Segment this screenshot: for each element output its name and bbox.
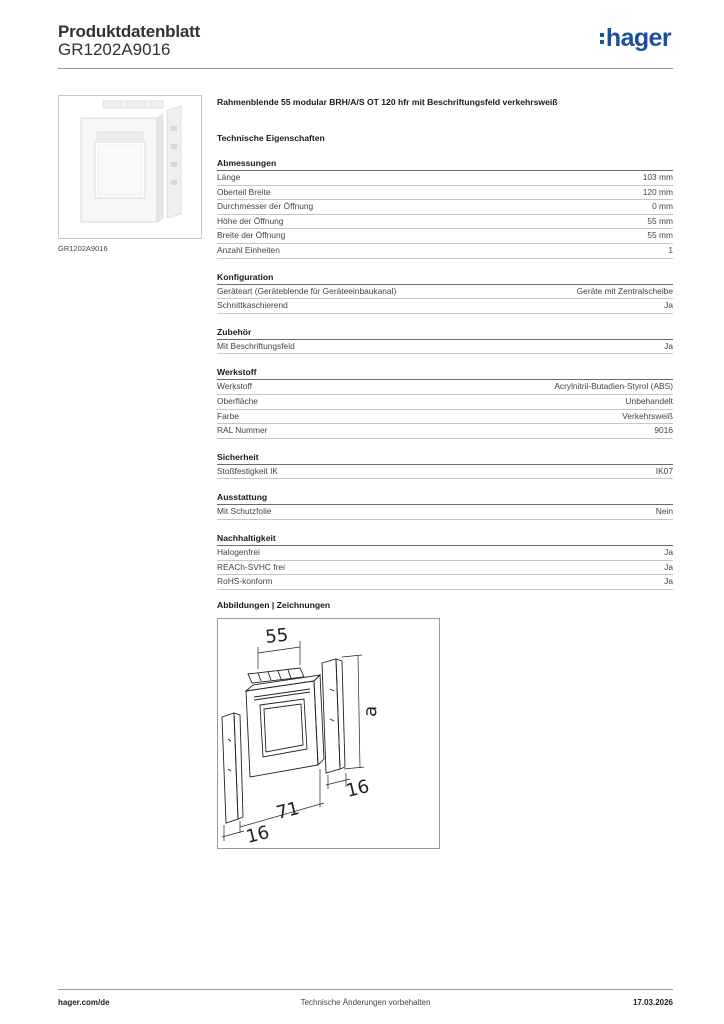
property-row: [217, 171, 673, 186]
product-name: Rahmenblende 55 modular BRH/A/S OT 120 hfr mit Beschriftungsfeld verkehrsweiß: [217, 97, 558, 107]
property-value: 9016: [654, 425, 673, 436]
property-value: IK07: [655, 465, 673, 476]
property-value: Unbehandelt: [625, 395, 673, 406]
property-name: Anzahl Einheiten: [217, 244, 280, 255]
property-value: Ja: [664, 300, 673, 311]
section-title: Nachhaltigkeit: [217, 531, 673, 546]
property-row: [217, 285, 673, 300]
product-frame-illustration: [59, 96, 201, 238]
footer-website-link[interactable]: hager.com/de: [58, 998, 110, 1007]
property-value: 1: [668, 244, 673, 255]
property-name: REACh-SVHC frei: [217, 561, 285, 572]
dim-right-label: 16: [344, 775, 372, 802]
product-image-caption: GR1202A9016: [58, 244, 108, 253]
section-title: Konfiguration: [217, 270, 673, 285]
dim-left-label: 16: [244, 821, 272, 848]
property-name: Farbe: [217, 410, 239, 421]
property-row: [217, 410, 673, 425]
property-value: Ja: [664, 561, 673, 572]
footer-date: 17.03.2026: [632, 998, 673, 1007]
hager-logo: [600, 26, 671, 51]
section-title: Ausstattung: [217, 490, 673, 505]
property-row: [217, 299, 673, 314]
property-name: RAL Nummer: [217, 425, 268, 436]
property-value: Ja: [664, 340, 673, 351]
technical-properties-heading: Technische Eigenschaften: [217, 133, 325, 143]
property-name: Höhe der Öffnung: [217, 215, 284, 226]
document-title: Produktdatenblatt: [58, 22, 201, 41]
property-value: Verkehrsweiß: [622, 410, 673, 421]
property-name: Halogenfrei: [217, 546, 260, 557]
dim-mid-label: 71: [274, 797, 302, 824]
footer-divider: [58, 989, 673, 990]
technical-data: [217, 95, 673, 590]
property-sections: [217, 145, 673, 590]
property-value: Geräte mit Zentralscheibe: [576, 285, 673, 296]
property-row: [217, 244, 673, 259]
property-value: 103 mm: [642, 172, 673, 182]
property-row: [217, 229, 673, 244]
technical-drawing: [217, 618, 440, 849]
property-row: [217, 186, 673, 201]
property-name: Länge: [217, 172, 241, 182]
footer-disclaimer: Technische Änderungen vorbehalten: [300, 998, 431, 1007]
property-row: [217, 395, 673, 410]
property-name: Schnittkaschierend: [217, 300, 288, 311]
property-row: [217, 200, 673, 215]
property-row: [217, 215, 673, 230]
property-row: [217, 546, 673, 561]
property-row: [217, 575, 673, 590]
property-name: Stoßfestigkeit IK: [217, 465, 278, 476]
dimension-drawing: [218, 619, 439, 848]
page-footer: [58, 998, 673, 1012]
property-name: Werkstoff: [217, 381, 253, 392]
product-code-heading: GR1202A9016: [58, 40, 171, 59]
property-row: [217, 340, 673, 355]
property-name: Oberteil Breite: [217, 186, 271, 197]
property-name: Mit Schutzfolie: [217, 506, 272, 517]
dim-height-label: a: [360, 705, 382, 718]
property-value: Ja: [664, 576, 673, 587]
property-value: Acrylnitril-Butadien-Styrol (ABS): [554, 381, 673, 392]
property-value: 0 mm: [652, 201, 673, 212]
property-name: Oberfläche: [217, 395, 258, 406]
property-name: RoHS-konform: [217, 576, 273, 587]
drawings-heading: Abbildungen | Zeichnungen: [217, 600, 331, 610]
section-title: Sicherheit: [217, 450, 673, 465]
property-row: [217, 465, 673, 480]
property-value: Ja: [664, 546, 673, 557]
property-name: Mit Beschriftungsfeld: [217, 340, 295, 351]
property-value: 120 mm: [642, 186, 673, 197]
dim-top-label: 55: [264, 624, 290, 648]
property-value: 55 mm: [647, 230, 673, 241]
property-row: [217, 380, 673, 395]
property-value: 55 mm: [647, 215, 673, 226]
section-title: Zubehör: [217, 325, 673, 340]
logo-dots-icon: [600, 31, 604, 45]
property-name: Geräteart (Geräteblende für Geräteeinbaukanal): [217, 285, 397, 296]
property-row: [217, 561, 673, 576]
section-title: Werkstoff: [217, 365, 673, 380]
logo-text: hager: [605, 24, 671, 52]
property-row: [217, 505, 673, 520]
property-name: Breite der Öffnung: [217, 230, 286, 241]
product-image: [58, 95, 202, 239]
header-divider: [58, 68, 673, 69]
page-header: [58, 20, 673, 68]
section-title: Abmessungen: [217, 156, 673, 171]
property-name: Durchmesser der Öffnung: [217, 201, 314, 212]
property-value: Nein: [655, 506, 673, 517]
property-row: [217, 424, 673, 439]
